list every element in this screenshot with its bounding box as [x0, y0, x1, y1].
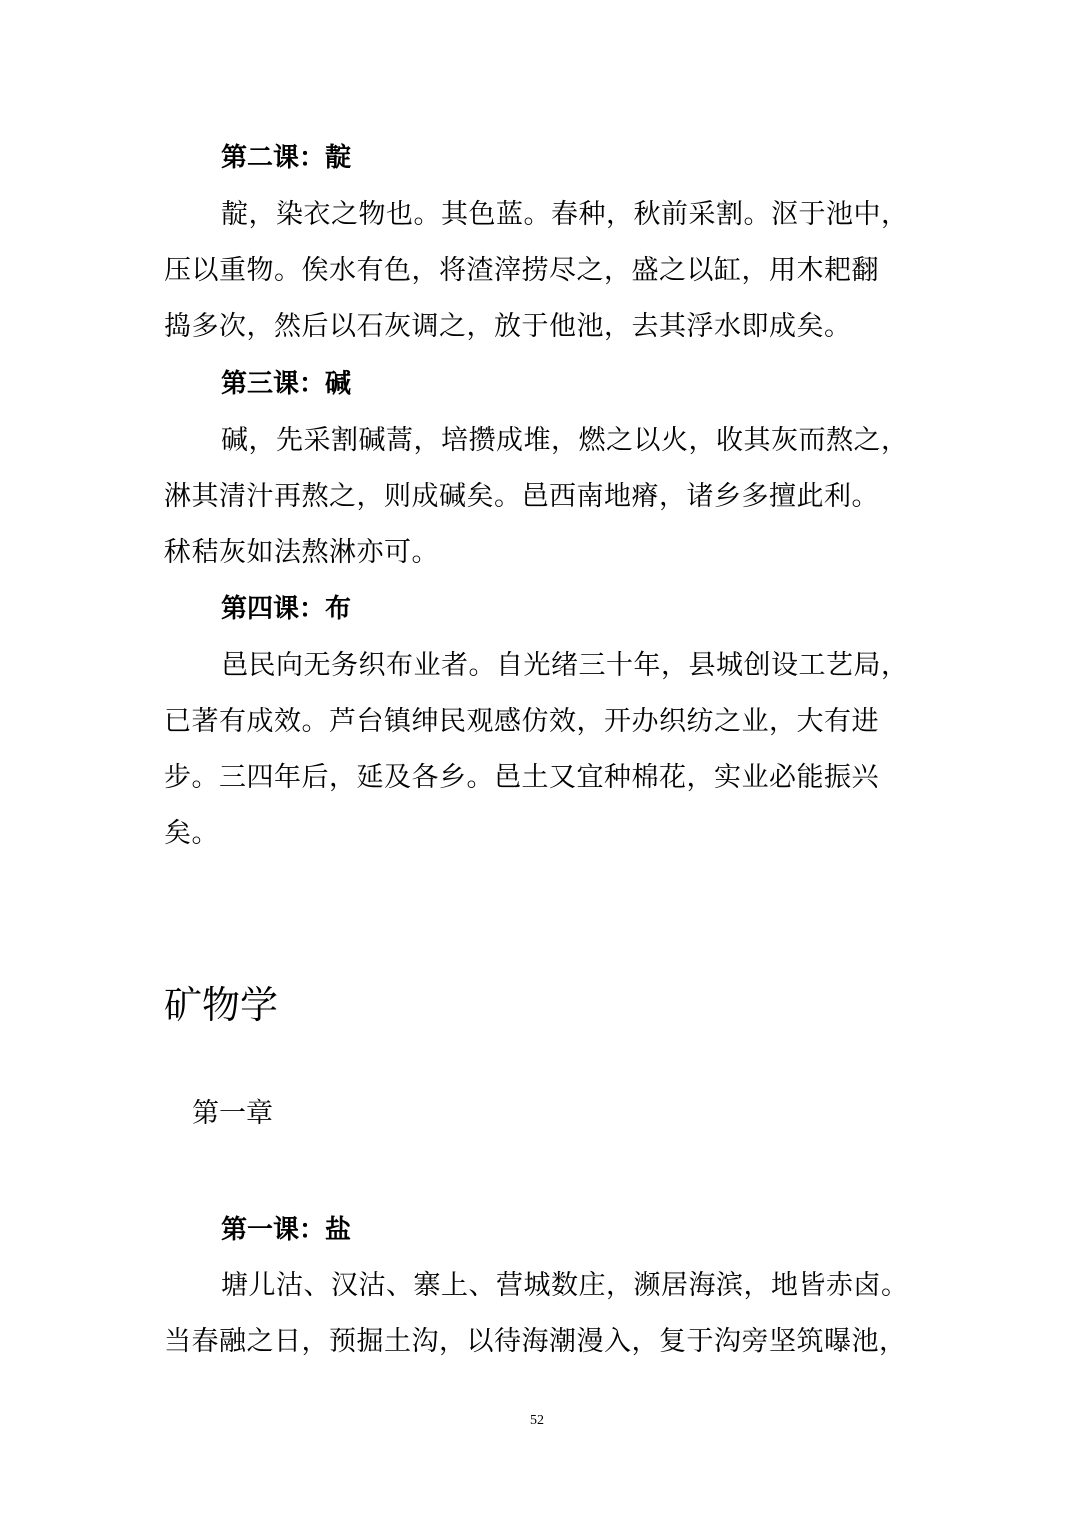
lesson-heading: 第一课：盐 [221, 1215, 352, 1245]
paragraph-line: 压以重物。俟水有色，将渣滓捞尽之，盛之以缸，用木耙翻 [164, 255, 879, 286]
paragraph-line: 矣。 [164, 818, 219, 849]
paragraph-line: 塘儿沽、汉沽、寨上、营城数庄，濒居海滨，地皆赤卤。 [221, 1270, 909, 1301]
lesson-heading: 第四课：布 [221, 594, 352, 624]
paragraph-line: 淋其清汁再熬之，则成碱矣。邑西南地瘠，诸乡多擅此利。 [164, 481, 879, 512]
paragraph-line: 邑民向无务织布业者。自光绪三十年，县城创设工艺局， [221, 650, 909, 681]
paragraph-line: 秫秸灰如法熬淋亦可。 [164, 537, 439, 568]
section-title: 矿物学 [164, 983, 279, 1027]
chapter-title: 第一章 [192, 1098, 273, 1129]
lesson-heading: 第二课：靛 [221, 143, 352, 173]
paragraph-line: 已著有成效。芦台镇绅民观感仿效，开办织纺之业，大有进 [164, 706, 879, 737]
paragraph-line: 靛，染衣之物也。其色蓝。春种，秋前采割。沤于池中， [221, 199, 909, 230]
page-number: 52 [530, 1413, 544, 1428]
paragraph-line: 步。三四年后，延及各乡。邑土又宜种棉花，实业必能振兴 [164, 762, 879, 793]
lesson-heading: 第三课：碱 [221, 369, 352, 399]
paragraph-line: 碱，先采割碱蒿，培攒成堆，燃之以火，收其灰而熬之， [221, 425, 909, 456]
paragraph-line: 当春融之日，预掘土沟，以待海潮漫入，复于沟旁坚筑曝池， [164, 1326, 907, 1357]
paragraph-line: 捣多次，然后以石灰调之，放于他池，去其浮水即成矣。 [164, 311, 852, 342]
